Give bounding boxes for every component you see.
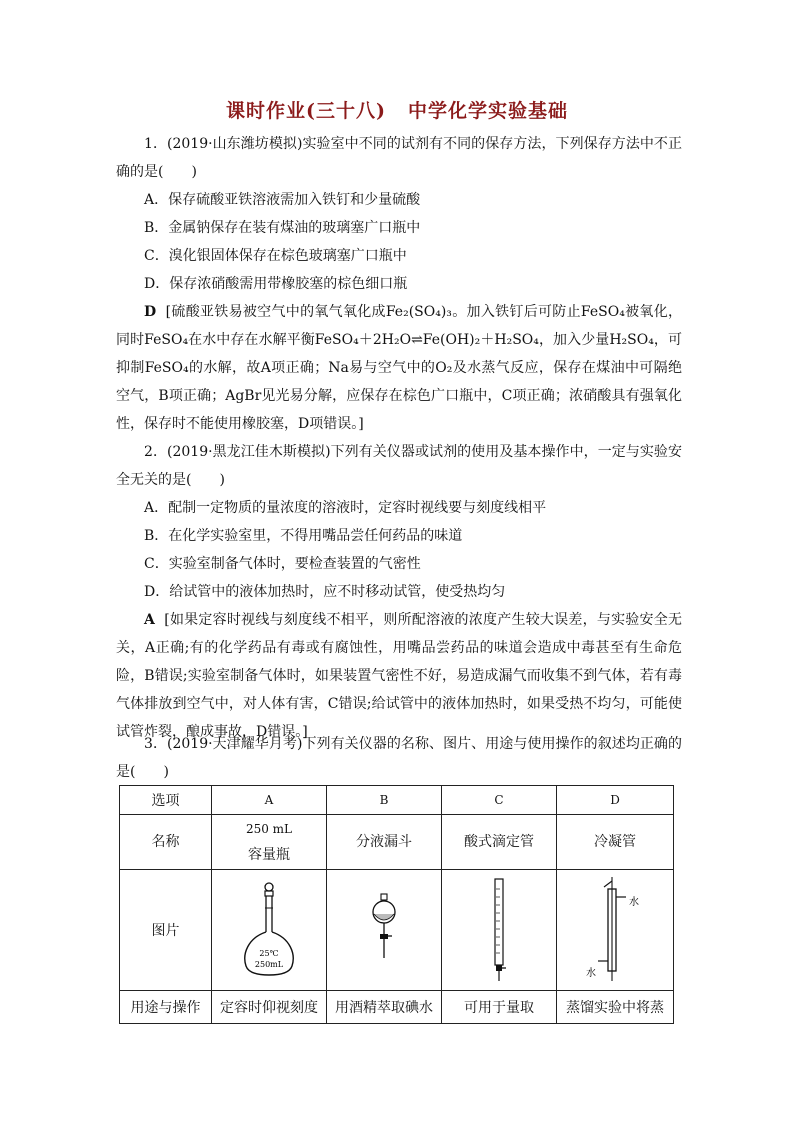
use-d: 蒸馏实验中将蒸 (557, 991, 674, 1024)
name-c: 酸式滴定管 (442, 815, 557, 870)
column-c-header: C (442, 786, 557, 815)
row-label-use: 用途与操作 (120, 991, 212, 1024)
column-a-header: A (212, 786, 327, 815)
q2-option-d: D．给试管中的液体加热时，应不时移动试管，使受热均匀 (144, 584, 506, 600)
table-row (120, 815, 674, 870)
q2-option-b: B．在化学实验室里，不得用嘴品尝任何药品的味道 (144, 528, 463, 544)
question-1-stem: 1．(2019·山东潍坊模拟)实验室中不同的试剂有不同的保存方法，下列保存方法中不正确的是( ) (116, 136, 682, 180)
picture-b (327, 870, 442, 991)
volumetric-flask-icon (234, 880, 304, 980)
q1-option-a: A．保存硫酸亚铁溶液需加入铁钉和少量硫酸 (144, 192, 421, 208)
picture-d (557, 870, 674, 991)
question-2-stem: 2．(2019·黑龙江佳木斯模拟)下列有关仪器或试剂的使用及基本操作中，一定与实验安全无关的是( ) (116, 444, 682, 488)
use-a: 定容时仰视刻度 (212, 991, 327, 1024)
row-label-name: 名称 (120, 815, 212, 870)
separatory-funnel-icon (364, 880, 404, 980)
water-in-label: 水 (586, 968, 596, 979)
q1-answer-letter: D (144, 304, 157, 320)
flask-temp-label: 25℃ (259, 949, 279, 958)
column-b-header: B (327, 786, 442, 815)
column-d-header: D (557, 786, 674, 815)
flask-volume-label: 250mL (254, 960, 284, 969)
row-label-header: 选项 (120, 786, 212, 815)
name-d: 冷凝管 (557, 815, 674, 870)
q2-explanation: [如果定容时视线与刻度线不相平，则所配溶液的浓度产生较大误差，与实验安全无关，A正确;有的化学药品有毒或有腐蚀性，用嘴品尝药品的味道会造成中毒甚至有生命危险，B错误;实验室制备气体时，如果装置气密性不好，易造成漏气而收集不到气体，若有毒气体排放到空气中，对人体有害，C错误;给试管中的液体加热时，如果受热不均匀，可能使试管炸裂，酿成事故，D错误。] (116, 612, 682, 740)
picture-a (212, 870, 327, 991)
q1-option-b: B．金属钠保存在装有煤油的玻璃塞广口瓶中 (144, 220, 421, 236)
q2-option-c: C．实验室制备气体时，要检查装置的气密性 (144, 556, 421, 572)
use-b: 用酒精萃取碘水 (327, 991, 442, 1024)
page-title: 课时作业(三十八) 中学化学实验基础 (226, 100, 568, 122)
q1-answer (116, 298, 682, 438)
instrument-table (119, 785, 674, 1024)
table-row (120, 786, 674, 815)
table-row (120, 870, 674, 991)
question-3-stem: 3．(2019·天津耀华月考)下列有关仪器的名称、图片、用途与使用操作的叙述均正确的是( ) (116, 736, 682, 780)
use-c: 可用于量取 (442, 991, 557, 1024)
name-a: 250 mL 容量瓶 (212, 815, 327, 870)
q1-option-d: D．保存浓硝酸需用带橡胶塞的棕色细口瓶 (144, 276, 408, 292)
table-row (120, 991, 674, 1024)
acid-burette-icon (484, 875, 514, 985)
row-label-picture: 图片 (120, 870, 212, 991)
q2-option-a: A．配制一定物质的量浓度的溶液时，定容时视线要与刻度线相平 (144, 500, 547, 516)
condenser-icon (570, 875, 660, 985)
picture-c (442, 870, 557, 991)
q2-answer (116, 606, 682, 746)
name-b: 分液漏斗 (327, 815, 442, 870)
q2-answer-letter: A (144, 612, 155, 628)
q1-explanation: [硫酸亚铁易被空气中的氧气氧化成Fe₂(SO₄)₃。加入铁钉后可防止FeSO₄被氧化，同时FeSO₄在水中存在水解平衡FeSO₄＋2H₂O⇌Fe(OH)₂＋H₂SO₄，加入少量H₂SO₄，可抑制FeSO₄的水解，故A项正确；Na易与空气中的O₂及水蒸气反应，保存在煤油中可隔绝空气，B项正确；AgBr见光易分解，应保存在棕色广口瓶中，C项正确；浓硝酸具有强氧化性，保存时不能使用橡胶塞，D项错误。] (116, 304, 682, 432)
q1-option-c: C．溴化银固体保存在棕色玻璃塞广口瓶中 (144, 248, 407, 264)
water-out-label: 水 (629, 897, 639, 908)
